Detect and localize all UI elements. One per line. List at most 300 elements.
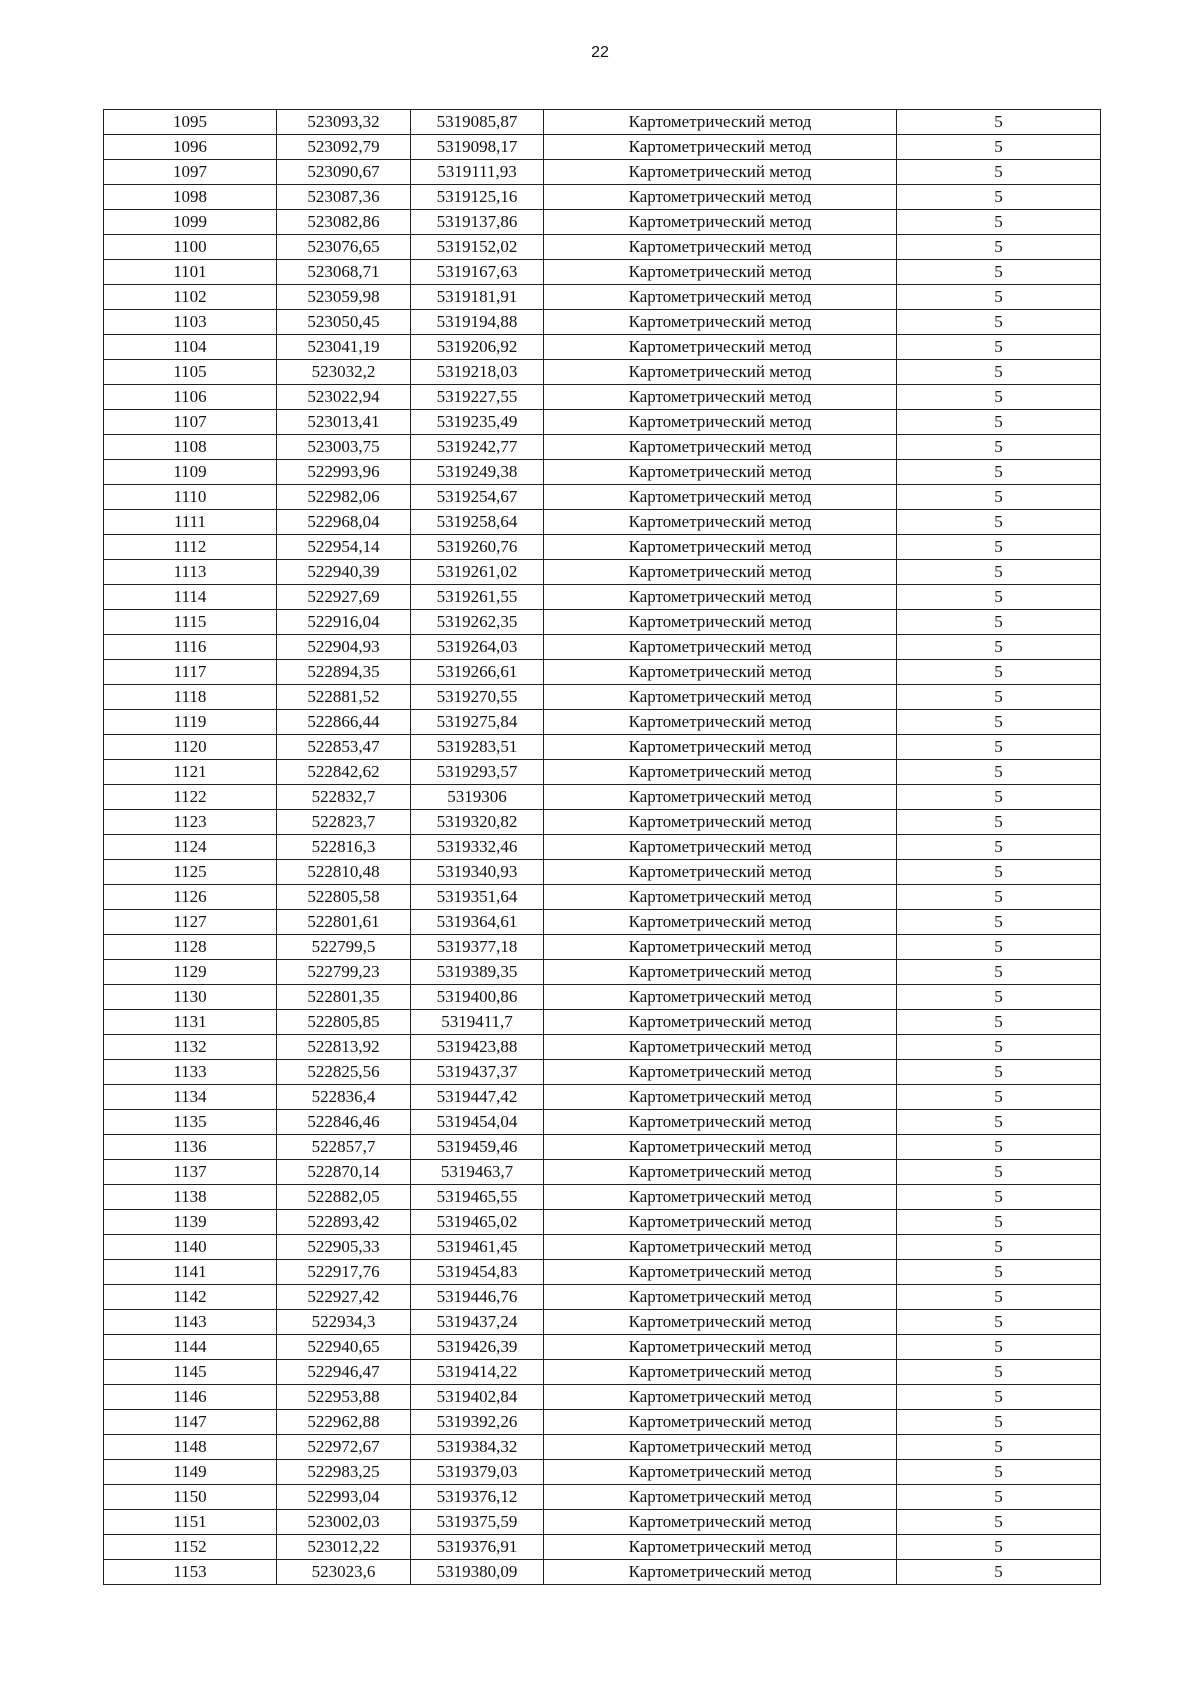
- y-coordinate-cell: 5319275,84: [411, 710, 544, 735]
- x-coordinate-cell: 522870,14: [277, 1160, 411, 1185]
- method-cell: Картометрический метод: [544, 1160, 897, 1185]
- accuracy-cell: 5: [897, 1560, 1101, 1585]
- point-number-cell: 1101: [104, 260, 277, 285]
- table-row: [104, 535, 1101, 560]
- y-coordinate-cell: 5319465,55: [411, 1185, 544, 1210]
- x-coordinate-cell: 522881,52: [277, 685, 411, 710]
- x-coordinate-cell: 522983,25: [277, 1460, 411, 1485]
- accuracy-cell: 5: [897, 535, 1101, 560]
- accuracy-cell: 5: [897, 585, 1101, 610]
- table-row: [104, 285, 1101, 310]
- method-cell: Картометрический метод: [544, 1385, 897, 1410]
- point-number-cell: 1113: [104, 560, 277, 585]
- table-row: [104, 260, 1101, 285]
- x-coordinate-cell: 523012,22: [277, 1535, 411, 1560]
- coordinates-table-body: [104, 110, 1101, 1585]
- accuracy-cell: 5: [897, 1310, 1101, 1335]
- y-coordinate-cell: 5319377,18: [411, 935, 544, 960]
- accuracy-cell: 5: [897, 1260, 1101, 1285]
- table-row: [104, 1510, 1101, 1535]
- y-coordinate-cell: 5319332,46: [411, 835, 544, 860]
- method-cell: Картометрический метод: [544, 1035, 897, 1060]
- point-number-cell: 1121: [104, 760, 277, 785]
- y-coordinate-cell: 5319454,04: [411, 1110, 544, 1135]
- accuracy-cell: 5: [897, 1010, 1101, 1035]
- method-cell: Картометрический метод: [544, 1560, 897, 1585]
- x-coordinate-cell: 522968,04: [277, 510, 411, 535]
- method-cell: Картометрический метод: [544, 460, 897, 485]
- table-row: [104, 1235, 1101, 1260]
- y-coordinate-cell: 5319167,63: [411, 260, 544, 285]
- table-row: [104, 735, 1101, 760]
- y-coordinate-cell: 5319461,45: [411, 1235, 544, 1260]
- method-cell: Картометрический метод: [544, 1085, 897, 1110]
- x-coordinate-cell: 523013,41: [277, 410, 411, 435]
- method-cell: Картометрический метод: [544, 1210, 897, 1235]
- method-cell: Картометрический метод: [544, 660, 897, 685]
- y-coordinate-cell: 5319235,49: [411, 410, 544, 435]
- y-coordinate-cell: 5319181,91: [411, 285, 544, 310]
- accuracy-cell: 5: [897, 1460, 1101, 1485]
- accuracy-cell: 5: [897, 560, 1101, 585]
- table-row: [104, 335, 1101, 360]
- y-coordinate-cell: 5319454,83: [411, 1260, 544, 1285]
- y-coordinate-cell: 5319400,86: [411, 985, 544, 1010]
- accuracy-cell: 5: [897, 385, 1101, 410]
- point-number-cell: 1115: [104, 610, 277, 635]
- table-row: [104, 935, 1101, 960]
- method-cell: Картометрический метод: [544, 610, 897, 635]
- table-row: [104, 860, 1101, 885]
- y-coordinate-cell: 5319423,88: [411, 1035, 544, 1060]
- point-number-cell: 1111: [104, 510, 277, 535]
- point-number-cell: 1136: [104, 1135, 277, 1160]
- method-cell: Картометрический метод: [544, 1185, 897, 1210]
- method-cell: Картометрический метод: [544, 1285, 897, 1310]
- x-coordinate-cell: 522934,3: [277, 1310, 411, 1335]
- point-number-cell: 1150: [104, 1485, 277, 1510]
- x-coordinate-cell: 522823,7: [277, 810, 411, 835]
- x-coordinate-cell: 522853,47: [277, 735, 411, 760]
- accuracy-cell: 5: [897, 785, 1101, 810]
- accuracy-cell: 5: [897, 960, 1101, 985]
- method-cell: Картометрический метод: [544, 510, 897, 535]
- accuracy-cell: 5: [897, 1035, 1101, 1060]
- point-number-cell: 1140: [104, 1235, 277, 1260]
- point-number-cell: 1107: [104, 410, 277, 435]
- y-coordinate-cell: 5319085,87: [411, 110, 544, 135]
- accuracy-cell: 5: [897, 1060, 1101, 1085]
- table-row: [104, 510, 1101, 535]
- table-row: [104, 560, 1101, 585]
- accuracy-cell: 5: [897, 1385, 1101, 1410]
- point-number-cell: 1133: [104, 1060, 277, 1085]
- method-cell: Картометрический метод: [544, 1485, 897, 1510]
- method-cell: Картометрический метод: [544, 1410, 897, 1435]
- method-cell: Картометрический метод: [544, 1360, 897, 1385]
- x-coordinate-cell: 522940,65: [277, 1335, 411, 1360]
- x-coordinate-cell: 522905,33: [277, 1235, 411, 1260]
- point-number-cell: 1129: [104, 960, 277, 985]
- x-coordinate-cell: 522805,58: [277, 885, 411, 910]
- method-cell: Картометрический метод: [544, 385, 897, 410]
- table-row: [104, 985, 1101, 1010]
- point-number-cell: 1137: [104, 1160, 277, 1185]
- accuracy-cell: 5: [897, 835, 1101, 860]
- x-coordinate-cell: 522894,35: [277, 660, 411, 685]
- point-number-cell: 1149: [104, 1460, 277, 1485]
- x-coordinate-cell: 522799,23: [277, 960, 411, 985]
- accuracy-cell: 5: [897, 635, 1101, 660]
- method-cell: Картометрический метод: [544, 1110, 897, 1135]
- y-coordinate-cell: 5319447,42: [411, 1085, 544, 1110]
- point-number-cell: 1128: [104, 935, 277, 960]
- method-cell: Картометрический метод: [544, 985, 897, 1010]
- point-number-cell: 1141: [104, 1260, 277, 1285]
- accuracy-cell: 5: [897, 1435, 1101, 1460]
- method-cell: Картометрический метод: [544, 860, 897, 885]
- accuracy-cell: 5: [897, 185, 1101, 210]
- method-cell: Картометрический метод: [544, 1060, 897, 1085]
- table-row: [104, 1035, 1101, 1060]
- table-row: [104, 635, 1101, 660]
- x-coordinate-cell: 522866,44: [277, 710, 411, 735]
- method-cell: Картометрический метод: [544, 785, 897, 810]
- table-row: [104, 1060, 1101, 1085]
- page-number: 22: [591, 44, 609, 61]
- y-coordinate-cell: 5319392,26: [411, 1410, 544, 1435]
- point-number-cell: 1126: [104, 885, 277, 910]
- point-number-cell: 1109: [104, 460, 277, 485]
- point-number-cell: 1096: [104, 135, 277, 160]
- x-coordinate-cell: 522927,42: [277, 1285, 411, 1310]
- accuracy-cell: 5: [897, 860, 1101, 885]
- table-row: [104, 1135, 1101, 1160]
- y-coordinate-cell: 5319379,03: [411, 1460, 544, 1485]
- x-coordinate-cell: 522927,69: [277, 585, 411, 610]
- table-row: [104, 1110, 1101, 1135]
- table-row: [104, 1285, 1101, 1310]
- table-row: [104, 1385, 1101, 1410]
- accuracy-cell: 5: [897, 260, 1101, 285]
- y-coordinate-cell: 5319459,46: [411, 1135, 544, 1160]
- method-cell: Картометрический метод: [544, 435, 897, 460]
- method-cell: Картометрический метод: [544, 1010, 897, 1035]
- y-coordinate-cell: 5319465,02: [411, 1210, 544, 1235]
- x-coordinate-cell: 522799,5: [277, 935, 411, 960]
- x-coordinate-cell: 523059,98: [277, 285, 411, 310]
- table-row: [104, 310, 1101, 335]
- x-coordinate-cell: 522993,96: [277, 460, 411, 485]
- y-coordinate-cell: 5319411,7: [411, 1010, 544, 1035]
- method-cell: Картометрический метод: [544, 1510, 897, 1535]
- accuracy-cell: 5: [897, 1085, 1101, 1110]
- method-cell: Картометрический метод: [544, 560, 897, 585]
- point-number-cell: 1114: [104, 585, 277, 610]
- method-cell: Картометрический метод: [544, 935, 897, 960]
- point-number-cell: 1102: [104, 285, 277, 310]
- x-coordinate-cell: 522916,04: [277, 610, 411, 635]
- accuracy-cell: 5: [897, 1535, 1101, 1560]
- y-coordinate-cell: 5319446,76: [411, 1285, 544, 1310]
- x-coordinate-cell: 522816,3: [277, 835, 411, 860]
- y-coordinate-cell: 5319260,76: [411, 535, 544, 560]
- method-cell: Картометрический метод: [544, 310, 897, 335]
- method-cell: Картометрический метод: [544, 1335, 897, 1360]
- method-cell: Картометрический метод: [544, 585, 897, 610]
- point-number-cell: 1153: [104, 1560, 277, 1585]
- table-row: [104, 1435, 1101, 1460]
- method-cell: Картометрический метод: [544, 810, 897, 835]
- point-number-cell: 1098: [104, 185, 277, 210]
- point-number-cell: 1139: [104, 1210, 277, 1235]
- x-coordinate-cell: 522842,62: [277, 760, 411, 785]
- method-cell: Картометрический метод: [544, 1460, 897, 1485]
- method-cell: Картометрический метод: [544, 685, 897, 710]
- x-coordinate-cell: 522832,7: [277, 785, 411, 810]
- method-cell: Картометрический метод: [544, 360, 897, 385]
- method-cell: Картометрический метод: [544, 210, 897, 235]
- table-row: [104, 235, 1101, 260]
- accuracy-cell: 5: [897, 885, 1101, 910]
- method-cell: Картометрический метод: [544, 735, 897, 760]
- table-row: [104, 1085, 1101, 1110]
- x-coordinate-cell: 522917,76: [277, 1260, 411, 1285]
- method-cell: Картометрический метод: [544, 410, 897, 435]
- x-coordinate-cell: 522813,92: [277, 1035, 411, 1060]
- accuracy-cell: 5: [897, 810, 1101, 835]
- accuracy-cell: 5: [897, 1285, 1101, 1310]
- accuracy-cell: 5: [897, 285, 1101, 310]
- point-number-cell: 1122: [104, 785, 277, 810]
- table-row: [104, 660, 1101, 685]
- y-coordinate-cell: 5319283,51: [411, 735, 544, 760]
- table-row: [104, 435, 1101, 460]
- accuracy-cell: 5: [897, 735, 1101, 760]
- y-coordinate-cell: 5319351,64: [411, 885, 544, 910]
- method-cell: Картометрический метод: [544, 910, 897, 935]
- point-number-cell: 1104: [104, 335, 277, 360]
- method-cell: Картометрический метод: [544, 485, 897, 510]
- table-row: [104, 1010, 1101, 1035]
- point-number-cell: 1117: [104, 660, 277, 685]
- method-cell: Картометрический метод: [544, 1435, 897, 1460]
- x-coordinate-cell: 522857,7: [277, 1135, 411, 1160]
- table-row: [104, 835, 1101, 860]
- method-cell: Картометрический метод: [544, 635, 897, 660]
- y-coordinate-cell: 5319389,35: [411, 960, 544, 985]
- x-coordinate-cell: 522825,56: [277, 1060, 411, 1085]
- table-row: [104, 135, 1101, 160]
- accuracy-cell: 5: [897, 910, 1101, 935]
- point-number-cell: 1143: [104, 1310, 277, 1335]
- y-coordinate-cell: 5319264,03: [411, 635, 544, 660]
- x-coordinate-cell: 523022,94: [277, 385, 411, 410]
- table-row: [104, 1460, 1101, 1485]
- point-number-cell: 1108: [104, 435, 277, 460]
- table-row: [104, 1260, 1101, 1285]
- point-number-cell: 1142: [104, 1285, 277, 1310]
- accuracy-cell: 5: [897, 1135, 1101, 1160]
- method-cell: Картометрический метод: [544, 160, 897, 185]
- accuracy-cell: 5: [897, 610, 1101, 635]
- method-cell: Картометрический метод: [544, 835, 897, 860]
- y-coordinate-cell: 5319098,17: [411, 135, 544, 160]
- y-coordinate-cell: 5319320,82: [411, 810, 544, 835]
- accuracy-cell: 5: [897, 160, 1101, 185]
- x-coordinate-cell: 522801,61: [277, 910, 411, 935]
- accuracy-cell: 5: [897, 235, 1101, 260]
- table-row: [104, 685, 1101, 710]
- y-coordinate-cell: 5319402,84: [411, 1385, 544, 1410]
- point-number-cell: 1152: [104, 1535, 277, 1560]
- point-number-cell: 1130: [104, 985, 277, 1010]
- accuracy-cell: 5: [897, 1335, 1101, 1360]
- table-row: [104, 385, 1101, 410]
- x-coordinate-cell: 523093,32: [277, 110, 411, 135]
- y-coordinate-cell: 5319261,55: [411, 585, 544, 610]
- accuracy-cell: 5: [897, 1510, 1101, 1535]
- table-row: [104, 885, 1101, 910]
- method-cell: Картометрический метод: [544, 110, 897, 135]
- method-cell: Картометрический метод: [544, 1310, 897, 1335]
- y-coordinate-cell: 5319261,02: [411, 560, 544, 585]
- method-cell: Картометрический метод: [544, 710, 897, 735]
- accuracy-cell: 5: [897, 110, 1101, 135]
- point-number-cell: 1110: [104, 485, 277, 510]
- y-coordinate-cell: 5319375,59: [411, 1510, 544, 1535]
- point-number-cell: 1127: [104, 910, 277, 935]
- method-cell: Картометрический метод: [544, 1260, 897, 1285]
- y-coordinate-cell: 5319194,88: [411, 310, 544, 335]
- y-coordinate-cell: 5319249,38: [411, 460, 544, 485]
- y-coordinate-cell: 5319266,61: [411, 660, 544, 685]
- y-coordinate-cell: 5319125,16: [411, 185, 544, 210]
- table-row: [104, 960, 1101, 985]
- method-cell: Картометрический метод: [544, 285, 897, 310]
- point-number-cell: 1097: [104, 160, 277, 185]
- x-coordinate-cell: 523068,71: [277, 260, 411, 285]
- accuracy-cell: 5: [897, 760, 1101, 785]
- accuracy-cell: 5: [897, 1235, 1101, 1260]
- point-number-cell: 1125: [104, 860, 277, 885]
- point-number-cell: 1134: [104, 1085, 277, 1110]
- y-coordinate-cell: 5319463,7: [411, 1160, 544, 1185]
- point-number-cell: 1099: [104, 210, 277, 235]
- table-row: [104, 710, 1101, 735]
- x-coordinate-cell: 522972,67: [277, 1435, 411, 1460]
- x-coordinate-cell: 522982,06: [277, 485, 411, 510]
- table-row: [104, 410, 1101, 435]
- point-number-cell: 1112: [104, 535, 277, 560]
- table-row: [104, 485, 1101, 510]
- y-coordinate-cell: 5319206,92: [411, 335, 544, 360]
- accuracy-cell: 5: [897, 435, 1101, 460]
- table-row: [104, 1335, 1101, 1360]
- table-row: [104, 1160, 1101, 1185]
- table-row: [104, 1560, 1101, 1585]
- x-coordinate-cell: 522882,05: [277, 1185, 411, 1210]
- y-coordinate-cell: 5319437,37: [411, 1060, 544, 1085]
- accuracy-cell: 5: [897, 710, 1101, 735]
- table-row: [104, 760, 1101, 785]
- accuracy-cell: 5: [897, 1485, 1101, 1510]
- point-number-cell: 1135: [104, 1110, 277, 1135]
- table-row: [104, 785, 1101, 810]
- table-row: [104, 1210, 1101, 1235]
- accuracy-cell: 5: [897, 335, 1101, 360]
- y-coordinate-cell: 5319380,09: [411, 1560, 544, 1585]
- y-coordinate-cell: 5319376,12: [411, 1485, 544, 1510]
- accuracy-cell: 5: [897, 935, 1101, 960]
- method-cell: Картометрический метод: [544, 885, 897, 910]
- accuracy-cell: 5: [897, 460, 1101, 485]
- y-coordinate-cell: 5319293,57: [411, 760, 544, 785]
- point-number-cell: 1124: [104, 835, 277, 860]
- accuracy-cell: 5: [897, 210, 1101, 235]
- table-row: [104, 210, 1101, 235]
- y-coordinate-cell: 5319218,03: [411, 360, 544, 385]
- x-coordinate-cell: 523076,65: [277, 235, 411, 260]
- accuracy-cell: 5: [897, 1110, 1101, 1135]
- accuracy-cell: 5: [897, 410, 1101, 435]
- x-coordinate-cell: 523087,36: [277, 185, 411, 210]
- x-coordinate-cell: 523003,75: [277, 435, 411, 460]
- point-number-cell: 1106: [104, 385, 277, 410]
- point-number-cell: 1118: [104, 685, 277, 710]
- y-coordinate-cell: 5319137,86: [411, 210, 544, 235]
- y-coordinate-cell: 5319376,91: [411, 1535, 544, 1560]
- y-coordinate-cell: 5319152,02: [411, 235, 544, 260]
- table-row: [104, 1185, 1101, 1210]
- y-coordinate-cell: 5319384,32: [411, 1435, 544, 1460]
- coordinates-table: [103, 109, 1101, 1585]
- accuracy-cell: 5: [897, 485, 1101, 510]
- point-number-cell: 1147: [104, 1410, 277, 1435]
- point-number-cell: 1123: [104, 810, 277, 835]
- x-coordinate-cell: 523092,79: [277, 135, 411, 160]
- y-coordinate-cell: 5319414,22: [411, 1360, 544, 1385]
- accuracy-cell: 5: [897, 360, 1101, 385]
- table-row: [104, 610, 1101, 635]
- y-coordinate-cell: 5319111,93: [411, 160, 544, 185]
- point-number-cell: 1145: [104, 1360, 277, 1385]
- point-number-cell: 1144: [104, 1335, 277, 1360]
- y-coordinate-cell: 5319262,35: [411, 610, 544, 635]
- y-coordinate-cell: 5319227,55: [411, 385, 544, 410]
- x-coordinate-cell: 523082,86: [277, 210, 411, 235]
- table-row: [104, 185, 1101, 210]
- x-coordinate-cell: 522946,47: [277, 1360, 411, 1385]
- point-number-cell: 1095: [104, 110, 277, 135]
- method-cell: Картометрический метод: [544, 235, 897, 260]
- table-row: [104, 585, 1101, 610]
- point-number-cell: 1131: [104, 1010, 277, 1035]
- table-row: [104, 360, 1101, 385]
- accuracy-cell: 5: [897, 510, 1101, 535]
- x-coordinate-cell: 523002,03: [277, 1510, 411, 1535]
- accuracy-cell: 5: [897, 1185, 1101, 1210]
- table-row: [104, 1535, 1101, 1560]
- x-coordinate-cell: 522953,88: [277, 1385, 411, 1410]
- point-number-cell: 1132: [104, 1035, 277, 1060]
- y-coordinate-cell: 5319364,61: [411, 910, 544, 935]
- point-number-cell: 1151: [104, 1510, 277, 1535]
- y-coordinate-cell: 5319306: [411, 785, 544, 810]
- method-cell: Картометрический метод: [544, 335, 897, 360]
- x-coordinate-cell: 522954,14: [277, 535, 411, 560]
- accuracy-cell: 5: [897, 985, 1101, 1010]
